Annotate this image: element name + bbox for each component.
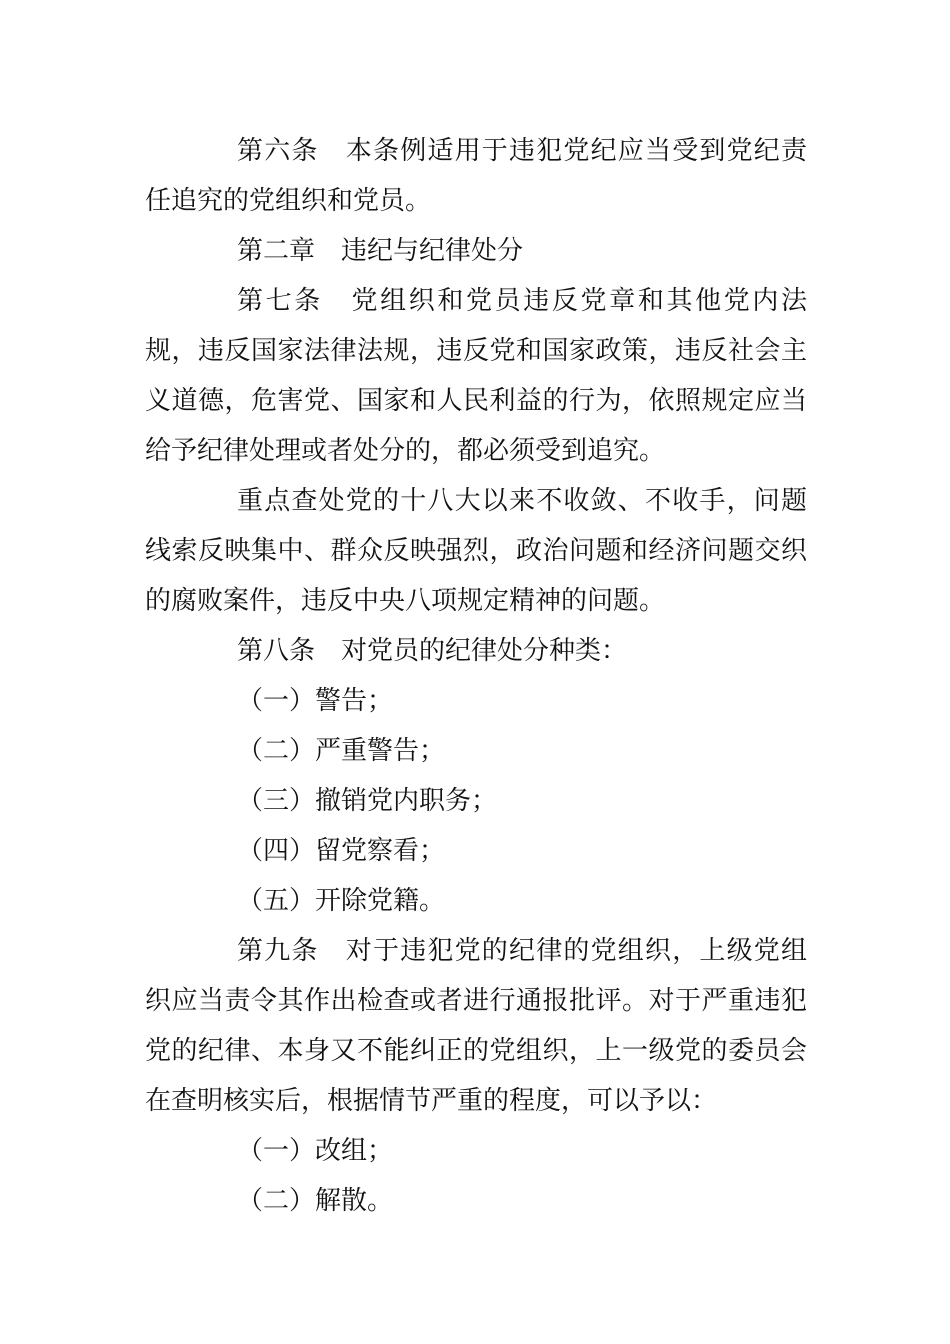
- list-item: [145, 726, 807, 776]
- paragraph-focus: [145, 476, 807, 626]
- list-item-text: （二）解散。: [237, 1186, 394, 1216]
- list-item: [145, 776, 807, 826]
- list-item: [145, 1126, 807, 1176]
- list-item-text: （二）严重警告；: [237, 736, 446, 766]
- article-heading: 第九条: [237, 936, 319, 966]
- list-item: [145, 1176, 807, 1226]
- paragraph-article-9: [145, 926, 807, 1126]
- paragraph-text: 重点查处党的十八大以来不收敛、不收手，问题线索反映集中、群众反映强烈，政治问题和经济问题交织的腐败案件，违反中央八项规定精神的问题。: [145, 486, 807, 616]
- list-item-text: （三）撤销党内职务；: [237, 786, 498, 816]
- article-heading: 第七条: [237, 286, 323, 316]
- paragraph-article-6: [145, 126, 807, 226]
- article-heading: 第六条: [237, 136, 319, 166]
- article-heading: 第八条: [237, 636, 316, 666]
- article-text: 对党员的纪律处分种类：: [341, 636, 628, 666]
- list-item: [145, 826, 807, 876]
- chapter-heading: 第二章: [237, 236, 316, 266]
- article-text: 党组织和党员违反党章和其他党内法规，违反国家法律法规，违反党和国家政策，违反社会主义道德，危害党、国家和人民利益的行为，依照规定应当给予纪律处理或者处分的，都必须受到追究。: [145, 286, 807, 466]
- list-item-text: （一）警告；: [237, 686, 394, 716]
- chapter-title: [145, 226, 807, 276]
- chapter-text: 违纪与纪律处分: [341, 236, 524, 266]
- article-text: 对于违犯党的纪律的党组织，上级党组织应当责令其作出检查或者进行通报批评。对于严重违犯党的纪律、本身又不能纠正的党组织，上一级党的委员会在查明核实后，根据情节严重的程度，可以予以：: [145, 936, 807, 1116]
- list-item-text: （五）开除党籍。: [237, 886, 446, 916]
- document-body: [145, 126, 807, 1226]
- list-item: [145, 876, 807, 926]
- paragraph-article-7: [145, 276, 807, 476]
- paragraph-article-8: [145, 626, 807, 676]
- list-item: [145, 676, 807, 726]
- article-text: 本条例适用于违犯党纪应当受到党纪责任追究的党组织和党员。: [145, 136, 807, 216]
- list-item-text: （四）留党察看；: [237, 836, 446, 866]
- list-item-text: （一）改组；: [237, 1136, 394, 1166]
